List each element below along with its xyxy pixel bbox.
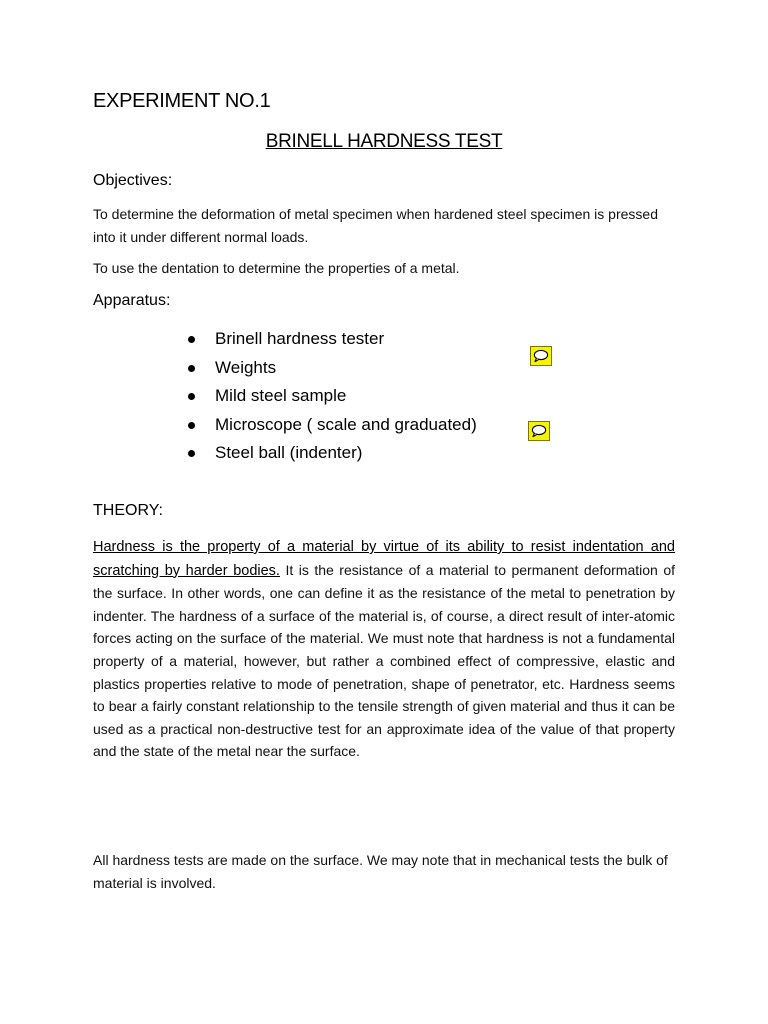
apparatus-item: Microscope ( scale and graduated) bbox=[188, 411, 477, 440]
objectives-heading: Objectives: bbox=[93, 172, 173, 189]
theory-paragraph bbox=[93, 535, 675, 763]
theory-body: It is the resistance of a material to permanent deformation of the surface. In other words, one can define it as the resistance of the metal to penetration by indenter. The hardness of a surface of the material is, of course, a direct result of inter-atomic forces acting on the surface of the material. We must note that hardness is not a fundamental property of a material, however, but rather a combined effect of compressive, elastic and plastics properties relative to mode of penetration, shape of penetrator, etc. Hardness seems to bear a fairly constant relationship to the tensile strength of given material and thus it can be used as a practical non-destructive test for an approximate idea of the value of that property and the state of the metal near the surface. bbox=[93, 561, 675, 760]
comment-icon[interactable] bbox=[530, 346, 552, 366]
objective-paragraph-2: To use the dentation to determine the properties of a metal. bbox=[93, 260, 460, 276]
objective-paragraph-1: To determine the deformation of metal specimen when hardened steel specimen is pressed into it under different normal loads. bbox=[93, 206, 658, 245]
apparatus-list bbox=[188, 325, 477, 468]
apparatus-item: Mild steel sample bbox=[188, 382, 477, 411]
theory-heading: THEORY: bbox=[93, 502, 163, 519]
apparatus-item: Brinell hardness tester bbox=[188, 325, 477, 354]
closing-paragraph: All hardness tests are made on the surface. We may note that in mechanical tests the bulk of material is involved. bbox=[93, 852, 668, 891]
apparatus-item: Steel ball (indenter) bbox=[188, 439, 477, 468]
apparatus-item: Weights bbox=[188, 354, 477, 383]
theory-definition: Hardness is the property of a material by virtue of its ability to resist indentation and scratching by harder bodies. bbox=[93, 539, 675, 579]
apparatus-heading: Apparatus: bbox=[93, 292, 171, 309]
experiment-title: EXPERIMENT NO.1 bbox=[93, 90, 271, 112]
test-title: BRINELL HARDNESS TEST bbox=[265, 131, 503, 152]
comment-icon[interactable] bbox=[528, 421, 550, 441]
